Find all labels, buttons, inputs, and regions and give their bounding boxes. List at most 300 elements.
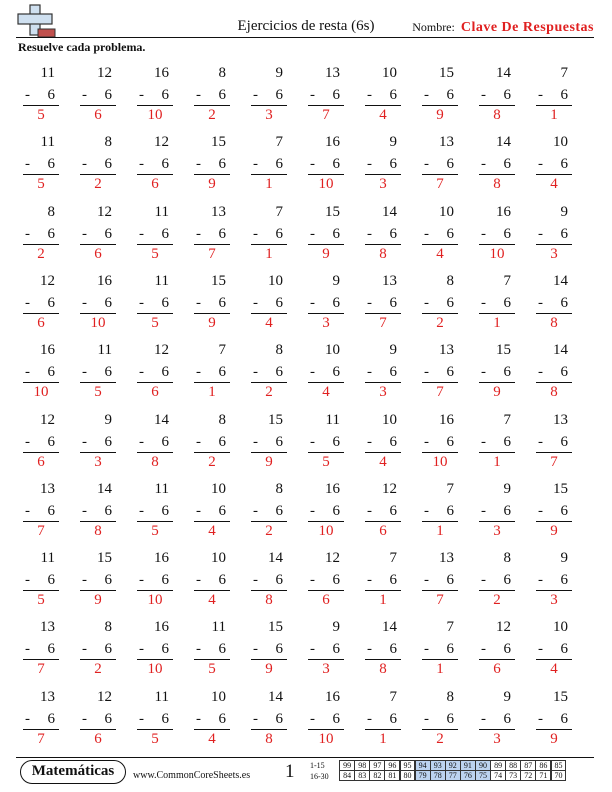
minuend: 13 [40,619,55,636]
score-cell: 77 [445,770,461,781]
score-cell: 94 [415,760,431,771]
minuend: 16 [439,411,454,428]
minuend: 16 [325,688,340,705]
minuend: 9 [560,203,568,220]
problem [76,688,120,750]
subtrahend: 6 [104,710,112,727]
site-url: www.CommonCoreSheets.es [133,770,251,781]
minus-sign: - [139,364,144,381]
minus-sign: - [25,156,30,173]
problem [76,64,120,126]
answer: 3 [550,245,558,262]
answer: 6 [151,176,159,193]
problem [532,688,576,750]
problem [19,549,63,611]
answer: 6 [151,384,159,401]
minus-sign: - [424,710,429,727]
problem [475,411,519,473]
subtrahend: 6 [104,225,112,242]
minuend: 7 [275,203,283,220]
problem [418,203,462,265]
minuend: 12 [154,134,169,151]
footer-divider [16,757,594,758]
problem [304,411,348,473]
score-cell: 98 [354,760,370,771]
minuend: 7 [389,688,397,705]
answer: 7 [37,730,45,747]
minuend: 9 [560,550,568,567]
minuend: 9 [389,134,397,151]
answer: 7 [208,245,216,262]
subtrahend: 6 [104,87,112,103]
score-cell: 99 [339,760,355,771]
subtrahend: 6 [332,710,340,727]
minus-sign: - [196,364,201,381]
minuend: 9 [275,65,283,81]
minus-sign: - [424,87,429,103]
minus-sign: - [82,87,87,103]
minus-sign: - [196,572,201,589]
answer: 1 [265,176,273,193]
minus-sign: - [424,364,429,381]
problem [361,133,405,195]
answer: 4 [436,245,444,262]
subtrahend: 6 [560,641,568,658]
minus-sign: - [139,87,144,103]
minuend: 15 [268,619,283,636]
minuend: 14 [496,134,511,151]
minus-sign: - [310,294,315,311]
subtrahend: 6 [389,572,397,589]
minuend: 10 [268,272,283,289]
minuend: 12 [154,342,169,359]
answer: 2 [493,592,501,609]
answer: 9 [550,730,558,747]
subtrahend: 6 [104,364,112,381]
minuend: 7 [503,411,511,428]
subtrahend: 6 [104,641,112,658]
minus-sign: - [310,364,315,381]
score-row-label: 16-30 [310,772,329,781]
problem [247,618,291,680]
problem [76,203,120,265]
problem [190,341,234,403]
answer: 9 [208,176,216,193]
minus-sign: - [196,433,201,450]
minus-sign: - [25,710,30,727]
answer: 6 [37,314,45,331]
minuend: 15 [553,688,568,705]
answer: 3 [379,384,387,401]
problem [361,203,405,265]
minuend: 7 [275,134,283,151]
answer: 10 [33,384,49,401]
answer: 2 [94,661,102,678]
minus-sign: - [25,433,30,450]
subtrahend: 6 [503,502,511,519]
answer: 3 [322,314,330,331]
subtrahend: 6 [560,156,568,173]
subtrahend: 6 [332,294,340,311]
problem [304,64,348,126]
problem [133,341,177,403]
minuend: 14 [553,342,568,359]
problem [532,549,576,611]
minus-sign: - [424,502,429,519]
score-cell: 96 [384,760,400,771]
minus-sign: - [139,502,144,519]
minuend: 9 [503,480,511,497]
problem [190,688,234,750]
problem [190,203,234,265]
minus-sign: - [481,433,486,450]
subtrahend: 6 [560,502,568,519]
answer: 8 [493,107,501,123]
minuend: 16 [40,342,55,359]
answer: 8 [379,661,387,678]
subtrahend: 6 [332,572,340,589]
minuend: 13 [211,203,226,220]
minuend: 9 [104,411,112,428]
minus-sign: - [367,87,372,103]
answer: 1 [379,730,387,747]
answer: 1 [208,384,216,401]
minus-sign: - [82,294,87,311]
minuend: 8 [275,342,283,359]
score-cell: 78 [430,770,446,781]
score-cell: 83 [354,770,370,781]
answer: 2 [94,176,102,193]
minus-sign: - [367,572,372,589]
minus-sign: - [25,364,30,381]
minus-sign: - [538,710,543,727]
minuend: 13 [40,688,55,705]
minuend: 13 [325,65,340,81]
minus-sign: - [196,87,201,103]
minus-sign: - [310,156,315,173]
minus-sign: - [424,572,429,589]
problem [76,272,120,334]
subtrahend: 6 [218,225,226,242]
minuend: 7 [503,272,511,289]
problem [190,618,234,680]
minuend: 11 [154,203,169,220]
minuend: 10 [439,203,454,220]
minus-sign: - [310,87,315,103]
problem [190,133,234,195]
problem [190,549,234,611]
minus-sign: - [367,502,372,519]
minuend: 13 [439,342,454,359]
subtrahend: 6 [446,433,454,450]
subtrahend: 6 [47,641,55,658]
answer: 5 [151,522,159,539]
minuend: 15 [325,203,340,220]
subtrahend: 6 [161,156,169,173]
minuend: 9 [332,619,340,636]
score-cell: 95 [400,760,416,771]
minus-sign: - [25,502,30,519]
minuend: 10 [553,619,568,636]
minus-sign: - [481,641,486,658]
score-cell: 82 [369,770,385,781]
problem [418,341,462,403]
minus-sign: - [253,710,258,727]
minus-sign: - [82,156,87,173]
subtrahend: 6 [47,502,55,519]
answer: 4 [208,592,216,609]
problem [532,272,576,334]
minus-sign: - [253,641,258,658]
answer: 5 [208,661,216,678]
minus-sign: - [253,87,258,103]
answer: 6 [94,107,102,123]
subtrahend: 6 [332,87,340,103]
subtrahend: 6 [332,433,340,450]
minuend: 14 [553,272,568,289]
minuend: 14 [268,688,283,705]
answer: 10 [90,314,106,331]
problem [304,688,348,750]
problem [475,618,519,680]
answer: 6 [379,522,387,539]
subtrahend: 6 [161,87,169,103]
problem [247,133,291,195]
answer: 8 [151,453,159,470]
problem [304,272,348,334]
answer: 7 [436,176,444,193]
problem [133,688,177,750]
minus-sign: - [310,502,315,519]
subtrahend: 6 [104,156,112,173]
answer: 6 [322,592,330,609]
problem [418,272,462,334]
subtrahend: 6 [218,502,226,519]
minuend: 14 [496,65,511,81]
problem [532,64,576,126]
answer: 1 [379,592,387,609]
subtrahend: 6 [389,294,397,311]
subtrahend: 6 [218,87,226,103]
minus-sign: - [310,641,315,658]
minuend: 12 [325,550,340,567]
problem [532,203,576,265]
score-cell: 90 [475,760,491,771]
minus-sign: - [253,433,258,450]
problem [304,203,348,265]
problem [19,688,63,750]
minus-sign: - [82,710,87,727]
minus-sign: - [538,572,543,589]
answer: 6 [493,661,501,678]
minuend: 10 [211,688,226,705]
answer: 9 [265,661,273,678]
minus-sign: - [481,364,486,381]
subtrahend: 6 [446,156,454,173]
score-cell: 87 [520,760,536,771]
minus-sign: - [367,294,372,311]
minuend: 15 [553,480,568,497]
score-row-label: 1-15 [310,761,325,770]
subtrahend: 6 [218,364,226,381]
subtrahend: 6 [161,225,169,242]
score-cell: 73 [505,770,521,781]
minuend: 12 [496,619,511,636]
minuend: 14 [97,480,112,497]
problem [418,618,462,680]
subtrahend: 6 [218,710,226,727]
minus-sign: - [82,641,87,658]
minuend: 15 [97,550,112,567]
minus-sign: - [424,433,429,450]
problem [532,133,576,195]
minuend: 10 [382,411,397,428]
page-number: 1 [285,761,295,782]
subtrahend: 6 [104,502,112,519]
answer: 9 [436,107,444,123]
problem [304,341,348,403]
minuend: 7 [218,342,226,359]
minus-sign: - [82,502,87,519]
subtrahend: 6 [332,641,340,658]
subtrahend: 6 [332,502,340,519]
score-cell: 74 [490,770,506,781]
answer: 3 [550,592,558,609]
subtrahend: 6 [161,710,169,727]
subtrahend: 6 [560,87,568,103]
minus-sign: - [481,502,486,519]
score-cell: 92 [445,760,461,771]
score-cell: 85 [551,760,567,771]
subtrahend: 6 [218,294,226,311]
subtrahend: 6 [503,225,511,242]
minuend: 7 [560,65,568,81]
subtrahend: 6 [503,156,511,173]
problem [475,272,519,334]
subtrahend: 6 [446,502,454,519]
minuend: 11 [154,480,169,497]
score-cell: 70 [551,770,567,781]
problem [190,272,234,334]
answer: 3 [322,661,330,678]
subtrahend: 6 [161,641,169,658]
answer: 2 [265,522,273,539]
minuend: 11 [40,550,55,567]
subtrahend: 6 [389,156,397,173]
problem [475,480,519,542]
minuend: 12 [382,480,397,497]
answer: 10 [147,592,163,609]
subtrahend: 6 [332,364,340,381]
problem [247,688,291,750]
answer: 10 [432,453,448,470]
score-cell: 71 [535,770,551,781]
minuend: 13 [40,480,55,497]
score-cell: 97 [369,760,385,771]
minus-sign: - [367,641,372,658]
subtrahend: 6 [104,294,112,311]
subtrahend: 6 [104,572,112,589]
minus-sign: - [538,502,543,519]
minuend: 16 [325,480,340,497]
answer: 7 [436,384,444,401]
problem [19,411,63,473]
minuend: 12 [97,203,112,220]
minus-sign: - [367,156,372,173]
subtrahend: 6 [560,225,568,242]
subtrahend: 6 [161,364,169,381]
problem [475,341,519,403]
minus-sign: - [25,572,30,589]
minuend: 8 [446,688,454,705]
minuend: 15 [496,342,511,359]
subtrahend: 6 [389,225,397,242]
minuend: 16 [154,619,169,636]
answer: 5 [322,453,330,470]
problem [247,272,291,334]
answer: 2 [208,107,216,123]
problem [19,341,63,403]
subtrahend: 6 [47,156,55,173]
minus-sign: - [139,433,144,450]
problem [247,203,291,265]
problem [475,203,519,265]
minus-sign: - [367,364,372,381]
minuend: 12 [97,688,112,705]
problem [190,64,234,126]
answer: 1 [493,453,501,470]
answer: 8 [265,730,273,747]
problem [133,203,177,265]
answer: 8 [265,592,273,609]
minuend: 8 [446,272,454,289]
subtrahend: 6 [275,641,283,658]
score-row [310,771,566,782]
subtrahend: 6 [560,572,568,589]
problem [532,341,576,403]
subtrahend: 6 [446,87,454,103]
name-label: Nombre: [412,20,455,34]
problem [475,688,519,750]
minuend: 14 [268,550,283,567]
minuend: 10 [382,65,397,81]
minuend: 8 [503,550,511,567]
subtrahend: 6 [161,572,169,589]
minus-sign: - [139,294,144,311]
problem [133,64,177,126]
minus-sign: - [25,225,30,242]
minuend: 16 [496,203,511,220]
problem [418,480,462,542]
subtrahend: 6 [47,225,55,242]
minus-sign: - [481,572,486,589]
problem [532,618,576,680]
subtrahend: 6 [218,433,226,450]
answer: 9 [493,384,501,401]
subtrahend: 6 [560,294,568,311]
problem [190,411,234,473]
header-divider [16,37,594,38]
subtrahend: 6 [275,710,283,727]
answer: 5 [151,730,159,747]
problem [418,688,462,750]
answer: 5 [37,176,45,193]
answer: 9 [550,522,558,539]
problem [361,618,405,680]
minuend: 8 [104,619,112,636]
answer: 3 [265,107,273,123]
problem [361,549,405,611]
